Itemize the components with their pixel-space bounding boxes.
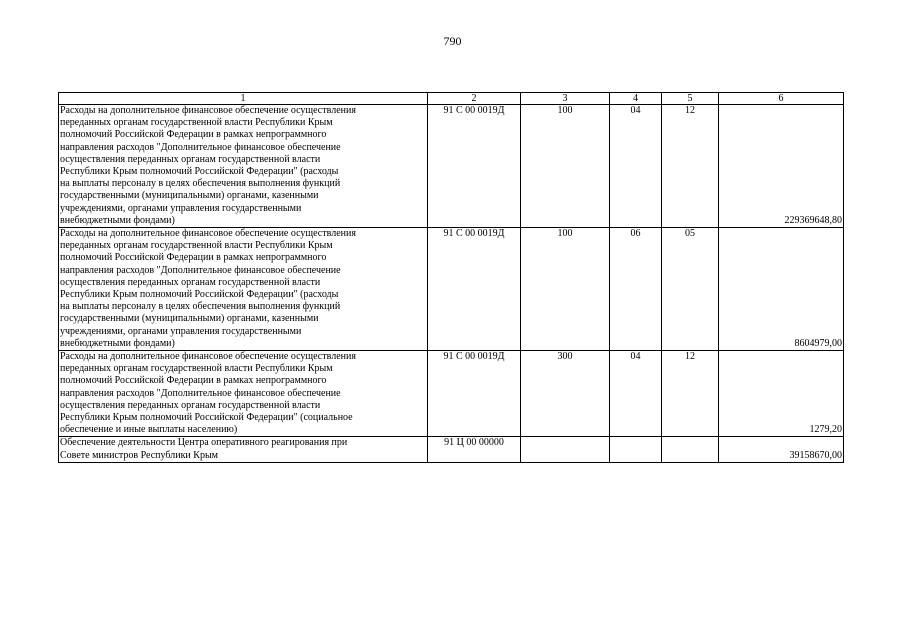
column-number-4: 4	[610, 93, 662, 105]
section-cell	[610, 437, 662, 462]
table-row	[59, 105, 844, 228]
table-body	[59, 105, 844, 463]
subsection-cell: 05	[662, 228, 719, 351]
expense-type-cell: 100	[521, 228, 610, 351]
amount-cell	[719, 351, 844, 437]
section-cell: 06	[610, 228, 662, 351]
amount-value: 1279,20	[809, 424, 842, 436]
amount-cell	[719, 105, 844, 228]
column-number-6: 6	[719, 93, 844, 105]
table-row	[59, 228, 844, 351]
column-number-3: 3	[521, 93, 610, 105]
budget-table	[58, 92, 844, 463]
table-row	[59, 351, 844, 437]
subsection-cell	[662, 437, 719, 462]
amount-cell	[719, 437, 844, 462]
classification-code-cell: 91 С 00 0019Д	[428, 351, 521, 437]
subsection-cell: 12	[662, 351, 719, 437]
amount-value: 8604979,00	[794, 337, 842, 349]
section-cell: 04	[610, 105, 662, 228]
classification-code-cell: 91 С 00 0019Д	[428, 105, 521, 228]
expense-type-cell	[521, 437, 610, 462]
expense-description-cell: Расходы на дополнительное финансовое обеспечение осуществления переданных органам государственной власти Республики Крым полномочий Российской Федерации в рамках непрограммного направления расходов "Дополнительное финансовое обеспечение осуществления переданных органам государственной власти Республики Крым полномочий Российской Федерации" (расходы на выплаты персоналу в целях обеспечения выполнения функций государственными (муниципальными) органами, казенными учреждениями, органами управления государственными внебюджетными фондами)	[59, 105, 428, 228]
expense-description-cell: Расходы на дополнительное финансовое обеспечение осуществления переданных органам государственной власти Республики Крым полномочий Российской Федерации в рамках непрограммного направления расходов "Дополнительное финансовое обеспечение осуществления переданных органам государственной власти Республики Крым полномочий Российской Федерации" (социальное обеспечение и иные выплаты населению)	[59, 351, 428, 437]
amount-cell	[719, 228, 844, 351]
expense-description-cell: Расходы на дополнительное финансовое обеспечение осуществления переданных органам государственной власти Республики Крым полномочий Российской Федерации в рамках непрограммного направления расходов "Дополнительное финансовое обеспечение осуществления переданных органам государственной власти Республики Крым полномочий Российской Федерации" (расходы на выплаты персоналу в целях обеспечения выполнения функций государственными (муниципальными) органами, казенными учреждениями, органами управления государственными внебюджетными фондами)	[59, 228, 428, 351]
column-number-1: 1	[59, 93, 428, 105]
subsection-cell: 12	[662, 105, 719, 228]
expense-description-cell: Обеспечение деятельности Центра оперативного реагирования при Совете министров Республики Крым	[59, 437, 428, 462]
column-number-2: 2	[428, 93, 521, 105]
amount-value: 39158670,00	[789, 449, 842, 461]
column-number-row	[59, 93, 844, 105]
table-row	[59, 437, 844, 462]
column-number-5: 5	[662, 93, 719, 105]
amount-value: 229369648,80	[784, 214, 842, 226]
expense-type-cell: 100	[521, 105, 610, 228]
classification-code-cell: 91 Ц 00 00000	[428, 437, 521, 462]
classification-code-cell: 91 С 00 0019Д	[428, 228, 521, 351]
expense-type-cell: 300	[521, 351, 610, 437]
section-cell: 04	[610, 351, 662, 437]
page-number: 790	[443, 34, 462, 48]
